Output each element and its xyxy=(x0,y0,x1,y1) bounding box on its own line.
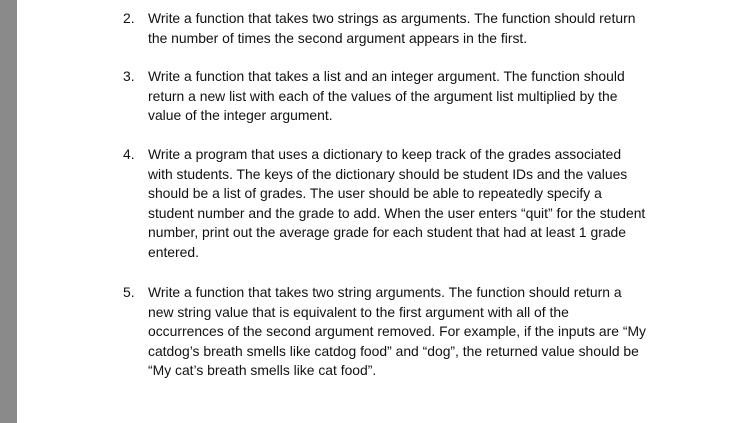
item-number: 4. xyxy=(123,146,135,162)
list-item xyxy=(123,283,683,381)
list-item xyxy=(123,67,683,126)
item-text: Write a function that takes a list and an integer argument. The function should return a new list with each of the values of the argument list multiplied by the value of the integer argument. xyxy=(148,68,625,123)
item-number: 3. xyxy=(123,68,135,84)
item-text: Write a function that takes two strings as arguments. The function should return the number of times the second argument appears in the first. xyxy=(148,10,636,46)
left-margin-bar xyxy=(0,0,17,423)
item-number: 5. xyxy=(123,284,135,300)
list-item xyxy=(123,145,683,262)
item-number: 2. xyxy=(123,10,135,26)
item-text: Write a program that uses a dictionary to keep track of the grades associated with students. The keys of the dictionary should be student IDs and the values should be a list of grades. The user should be able to repeatedly specify a student number and the grade to add. When the user enters “quit” for the student number, print out the average grade for each student that had at least 1 grade entered. xyxy=(148,146,646,260)
list-item xyxy=(123,9,683,48)
item-text: Write a function that takes two string arguments. The function should return a new string value that is equivalent to the first argument with all of the occurrences of the second argument removed. For example, if the inputs are “My catdog’s breath smells like catdog food” and “dog”, the returned value should be “My cat’s breath smells like cat food”. xyxy=(148,284,646,378)
